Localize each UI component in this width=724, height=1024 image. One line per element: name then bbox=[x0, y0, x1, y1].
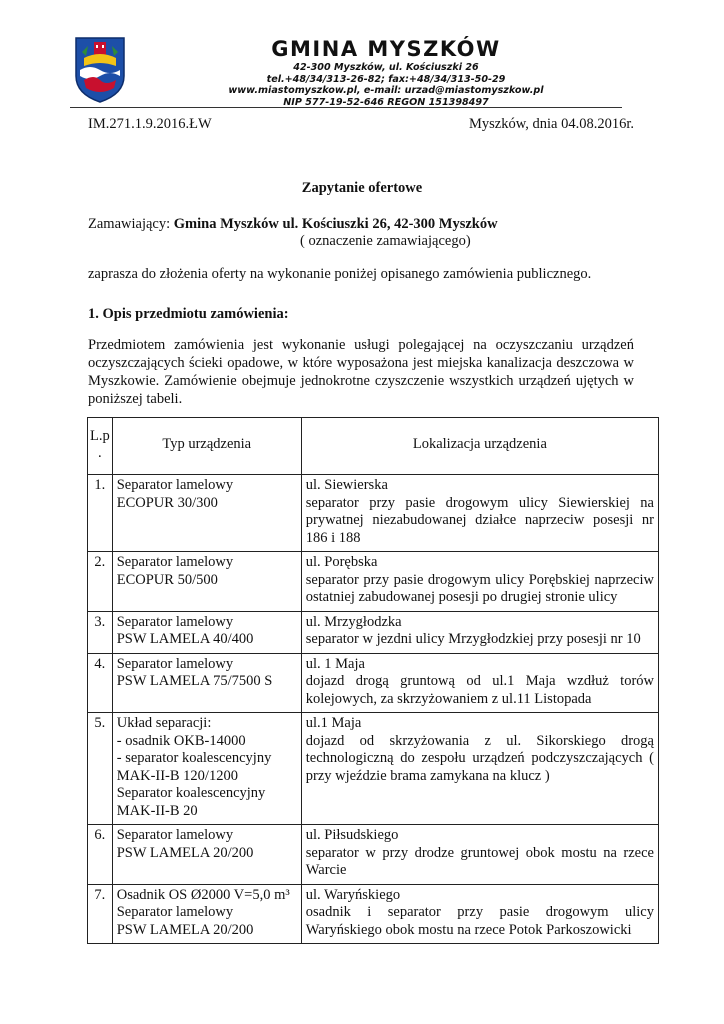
device-location: ul. Siewierska separator przy pasie drogowym ulicy Siewierskiej na prywatnej niezabudowanej działce naprzeciw posesji nr 186 i 188 bbox=[301, 475, 658, 552]
device-type: Osadnik OS Ø2000 V=5,0 m³ Separator lamelowy PSW LAMELA 20/200 bbox=[112, 884, 301, 944]
address-line: 42-300 Myszków, ul. Kościuszki 26 bbox=[293, 62, 479, 73]
device-type: Separator lamelowy PSW LAMELA 20/200 bbox=[112, 825, 301, 885]
row-number: 4. bbox=[88, 653, 113, 713]
table-row bbox=[88, 884, 659, 944]
row-number: 6. bbox=[88, 825, 113, 885]
table-row bbox=[88, 825, 659, 885]
row-number: 1. bbox=[88, 475, 113, 552]
table-row bbox=[88, 552, 659, 612]
section-description: Przedmiotem zamówienia jest wykonanie usługi polegającej na oczyszczaniu urządzeń oczyszczających ścieki opadowe, w które wyposażona jest miejska kanalizacja deszczowa w Myszkowie. Zamówienie obejmuje jednokrotne czyszczenie wszystkich urządzeń ujętych w poniższej tabeli. bbox=[88, 337, 634, 407]
row-number: 7. bbox=[88, 884, 113, 944]
header-divider bbox=[70, 107, 622, 108]
device-location: ul. Waryńskiego osadnik i separator przy pasie drogowym ulicy Waryńskiego obok mostu na rzece Potok Parkoszowicki bbox=[301, 884, 658, 944]
reference-number: IM.271.1.9.2016.ŁW bbox=[88, 116, 212, 132]
device-type: Separator lamelowy PSW LAMELA 75/7500 S bbox=[112, 653, 301, 713]
row-number: 3. bbox=[88, 611, 113, 653]
table-row bbox=[88, 475, 659, 552]
device-type: Układ separacji: - osadnik OKB-14000 - separator koalescencyjny MAK-II-B 120/1200 Separator koalescencyjny MAK-II-B 20 bbox=[112, 713, 301, 825]
phone-line: tel.+48/34/313-26-82; fax:+48/34/313-50-29 bbox=[266, 73, 506, 85]
device-type: Separator lamelowy PSW LAMELA 40/400 bbox=[112, 611, 301, 653]
device-type: Separator lamelowy ECOPUR 50/500 bbox=[112, 552, 301, 612]
device-location: ul.1 Maja dojazd od skrzyżowania z ul. Sikorskiego drogą technologiczną do zespołu urządzeń podczyszczających ( przy wjeździe brama zamykana na klucz ) bbox=[301, 713, 658, 825]
device-location: ul. 1 Maja dojazd drogą gruntową od ul.1 Maja wzdłuż torów kolejowych, za skrzyżowaniem z ul.11 Listopada bbox=[301, 653, 658, 713]
header-location: Lokalizacja urządzenia bbox=[301, 418, 658, 475]
coat-of-arms-icon bbox=[74, 36, 126, 104]
orderer-label: Zamawiający: bbox=[88, 216, 174, 232]
letterhead bbox=[74, 36, 626, 110]
municipality-title: GMINA MYSZKÓW bbox=[271, 37, 501, 61]
device-location: ul. Piłsudskiego separator w przy drodze gruntowej obok mostu na rzece Warcie bbox=[301, 825, 658, 885]
web-email-line: www.miastomyszkow.pl, e-mail: urzad@miastomyszkow.pl bbox=[228, 85, 544, 97]
header-lp: L.p . bbox=[88, 418, 113, 475]
orderer-line bbox=[88, 216, 498, 233]
table-row bbox=[88, 653, 659, 713]
device-location: ul. Mrzygłodzka separator w jezdni ulicy Mrzygłodzkiej przy posesji nr 10 bbox=[301, 611, 658, 653]
orderer-note: ( oznaczenie zamawiającego) bbox=[300, 233, 471, 249]
table-header-row bbox=[88, 418, 659, 475]
section-heading: 1. Opis przedmiotu zamówienia: bbox=[88, 306, 289, 322]
device-type: Separator lamelowy ECOPUR 30/300 bbox=[112, 475, 301, 552]
device-location: ul. Porębska separator przy pasie drogowym ulicy Porębskiej naprzeciw ostatniej zabudowanej posesji po drugiej stronie ulicy bbox=[301, 552, 658, 612]
invitation-text: zaprasza do złożenia oferty na wykonanie poniżej opisanego zamówienia publicznego. bbox=[88, 266, 592, 282]
devices-table bbox=[87, 417, 659, 944]
row-number: 2. bbox=[88, 552, 113, 612]
header-type: Typ urządzenia bbox=[112, 418, 301, 475]
tax-id-line: NIP 577-19-52-646 REGON 151398497 bbox=[283, 96, 489, 108]
row-number: 5. bbox=[88, 713, 113, 825]
document-title: Zapytanie ofertowe bbox=[301, 180, 423, 196]
table-row bbox=[88, 713, 659, 825]
orderer-value: Gmina Myszków ul. Kościuszki 26, 42-300 Myszków bbox=[173, 216, 498, 232]
table-row bbox=[88, 611, 659, 653]
place-date: Myszków, dnia 04.08.2016r. bbox=[469, 116, 634, 132]
